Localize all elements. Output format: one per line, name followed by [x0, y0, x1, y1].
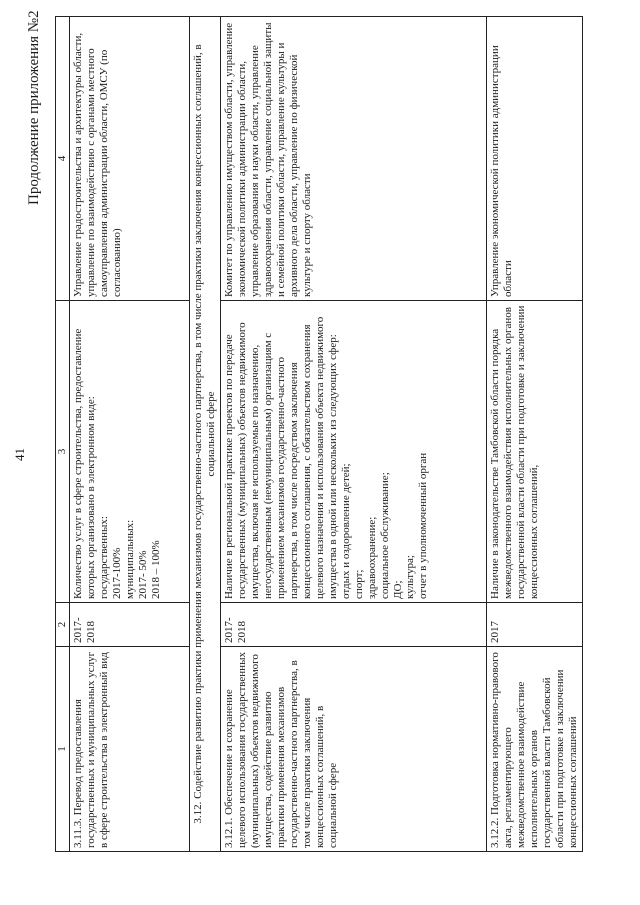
- table-row: [220, 17, 486, 852]
- period-cell: 2017-2018: [220, 603, 486, 647]
- indicator-line: отчет в уполномоченный орган: [417, 452, 430, 599]
- activity-cell: 3.12.2. Подготовка нормативно-правового акта, регламентирующего межведомственное взаимодействие исполнительных органов государственной власти Тамбовской области при подготовке и заключении концессионных соглашений: [486, 647, 582, 852]
- continuation-label: Продолжение приложения №2: [26, 10, 42, 205]
- period-cell: 2017: [486, 603, 582, 647]
- column-number: 1: [56, 647, 70, 852]
- executor-cell: Управление экономической политики администрации области: [486, 17, 582, 301]
- indicator-line: Наличие в законодательстве Тамбовской области порядка межведомственного взаимодействия исполнительных органов государственной власти области при подготовке и заключении концессионных соглашений,: [488, 305, 540, 599]
- indicator-line: 2017- 50%: [136, 550, 149, 599]
- indicator-line: 2017-100%: [110, 547, 123, 599]
- activity-cell: 3.12.1. Обеспечение и сохранение целевого использования государственных (муниципальных) объектов недвижимого имущества, содействие развитию практики применения механизмов государственно-частного партнерства, в том числе практики заключения концессионных соглашений, в социальной сфере: [220, 647, 486, 852]
- indicator-line: социальное обслуживание;: [378, 472, 391, 599]
- indicator-line: муниципальных:: [123, 519, 136, 599]
- indicator-line: 2018 – 100%: [149, 540, 162, 599]
- indicator-line: отдых и оздоровление детей;: [339, 463, 352, 599]
- indicator-line: государственных:: [97, 516, 110, 599]
- indicator-line: здравоохранение;: [365, 516, 378, 599]
- column-number: 4: [56, 17, 70, 301]
- plan-table: [55, 16, 583, 852]
- page-number: 41: [12, 448, 27, 461]
- table-row: [486, 17, 582, 852]
- column-number: 3: [56, 301, 70, 603]
- indicator-cell: [220, 301, 486, 603]
- table-row: [69, 17, 189, 852]
- indicator-line: Количество услуг в сфере строительства, предоставление которых организовано в электронном виде:: [71, 328, 97, 599]
- section-heading: 3.12. Содействие развитию практики применения механизмов государственно-частного партнерства, в том числе практики заключения концессионных соглашений, в социальной сфере: [189, 17, 220, 852]
- indicator-cell: [486, 301, 582, 603]
- indicator-line: культура;: [404, 555, 417, 599]
- period-cell: 2017-2018: [69, 603, 189, 647]
- indicator-line: Наличие в региональной практике проектов по передаче государственных (муниципальных) объектов недвижимого имущества, включая не используемые по назначению, негосударственным (немуниципальным) организациям с применением механизмов государственно-частного партнерства, в том числе посредством заключения концессионного соглашения, с обязательством сохранения целевого назначения и использования объекта недвижимого имущества в одной или нескольких из следующих сфер:: [222, 316, 339, 599]
- section-row: [189, 17, 220, 852]
- indicator-line: спорт;: [352, 569, 365, 599]
- executor-cell: Комитет по управлению имуществом области, управление экономической политики администрации области, управление образования и науки области, управление здравоохранения области, управление социальной защиты и семейной политики области, управление культуры и архивного дела области, управление по физической культуре и спорту области: [220, 17, 486, 301]
- indicator-cell: [69, 301, 189, 603]
- activity-cell: 3.11.3. Перевод предоставления государственных и муниципальных услуг в сфере строительства в электронный вид: [69, 647, 189, 852]
- indicator-line: ДО;: [391, 580, 404, 599]
- column-number: 2: [56, 603, 70, 647]
- column-number-row: [56, 17, 70, 852]
- executor-cell: Управление градостроительства и архитектуры области, управление по взаимодействию с органами местного самоуправления администрации области, ОМСУ (по согласованию): [69, 17, 189, 301]
